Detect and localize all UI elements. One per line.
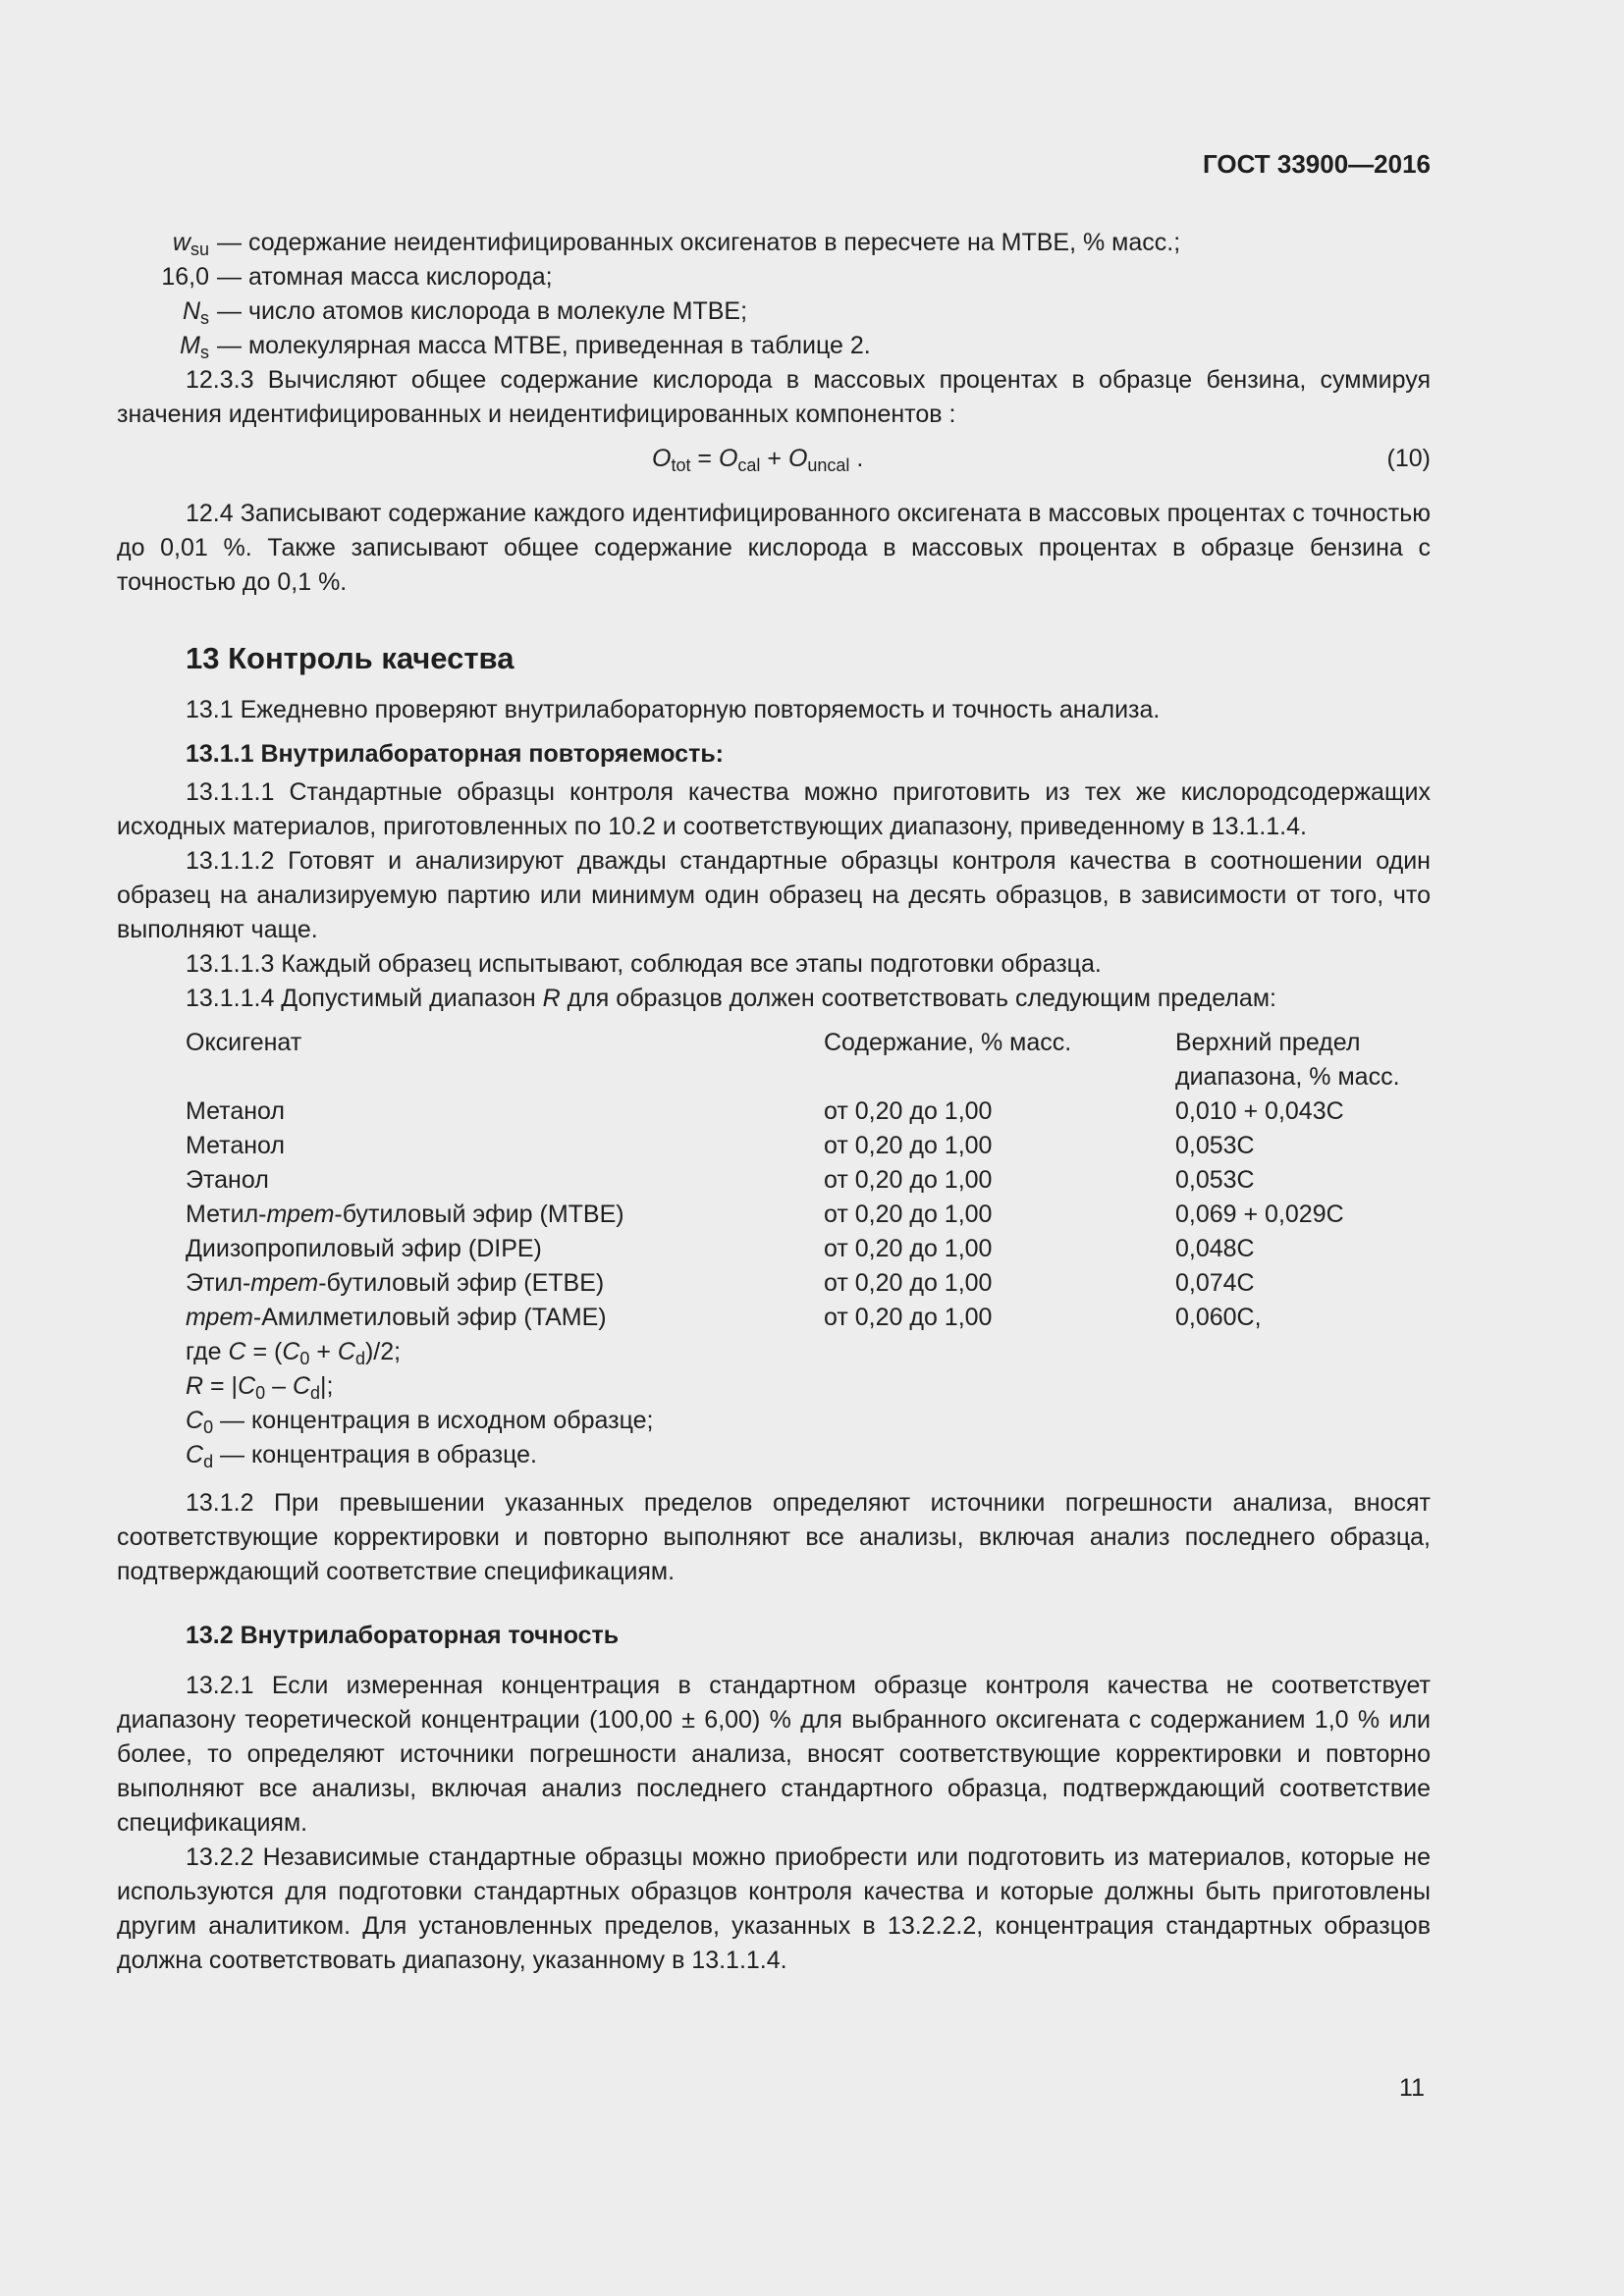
table-row xyxy=(186,1266,1431,1301)
cell-range: от 0,20 до 1,00 xyxy=(824,1304,993,1331)
definition-item xyxy=(117,329,1431,363)
table-body xyxy=(186,1095,1431,1335)
paragraph-13-2-2: 13.2.2 Независимые стандартные образцы можно приобрести или подготовить из материалов, которые не используются для подготовки стандартных образцов контроля качества и которые должны быть приготовлены другим аналитиком. Для установленных пределов, указанных в 13.2.2.2, концентрация стандартных образцов должна соответствовать диапазону, указанному в 13.1.1.4. xyxy=(117,1843,1431,1974)
body-text xyxy=(117,226,1431,1978)
table-row xyxy=(186,1095,1431,1129)
section-title-13: 13 Контроль качества xyxy=(186,641,514,675)
table-row xyxy=(186,1232,1431,1266)
paragraph-13-1-1-1: 13.1.1.1 Стандартные образцы контроля качества можно приготовить из тех же кислородсодержащих исходных материалов, приготовленных по 10.2 и соответствующих диапазону, приведенному в 13.1.1.4. xyxy=(117,778,1431,840)
table-row xyxy=(186,1198,1431,1232)
cell-range: от 0,20 до 1,00 xyxy=(824,1166,993,1194)
where-line-4: $C_d$ — концентрация в образце. xyxy=(186,1441,537,1472)
definition-text: — содержание неидентифицированных оксигенатов в пересчете на МТВЕ, % масс.; xyxy=(217,229,1181,256)
cell-limit: 0,060C, xyxy=(1175,1304,1262,1331)
table-row xyxy=(186,1129,1431,1163)
where-block xyxy=(186,1335,1431,1472)
paragraph-13-2-1: 13.2.1 Если измеренная концентрация в стандартном образце контроля качества не соответствует диапазону теоретической концентрации (100,00 ± 6,00) % для выбранного оксигената с содержанием 1,0 % или более, то определяют источники погрешности анализа, вносят соответствующие корректировки и повторно выполняют все анализы, включая анализ последнего стандартного образца, подтверждающий соответствие спецификациям. xyxy=(117,1672,1431,1837)
definition-text: — молекулярная масса МТВЕ, приведенная в таблице 2. xyxy=(217,332,871,359)
cell-oxygenate: Диизопропиловый эфир (DIPE) xyxy=(186,1235,542,1262)
cell-limit: 0,010 + 0,043C xyxy=(1175,1097,1344,1125)
doc-header: ГОСТ 33900—2016 xyxy=(1203,149,1431,179)
cell-range: от 0,20 до 1,00 xyxy=(824,1132,993,1159)
page-number: 11 xyxy=(1399,2074,1425,2102)
definition-text: — число атомов кислорода в молекуле МТВЕ; xyxy=(217,297,748,325)
header-content: Содержание, % масс. xyxy=(824,1029,1072,1056)
definition-symbol: $M_s$ xyxy=(180,332,209,363)
definition-item xyxy=(117,260,1431,294)
paragraph-13-1-1-2: 13.1.1.2 Готовят и анализируют дважды стандартные образцы контроля качества в соотношении один образец на анализируемую партию или минимум один образец на десять образцов, в зависимости от того, что выполняют чаще. xyxy=(117,847,1431,943)
cell-range: от 0,20 до 1,00 xyxy=(824,1201,993,1228)
definition-symbol: $N_s$ xyxy=(182,297,209,329)
cell-range: от 0,20 до 1,00 xyxy=(824,1235,993,1262)
paragraph-13-1: 13.1 Ежедневно проверяют внутрилабораторную повторяемость и точность анализа. xyxy=(186,696,1161,723)
table-row xyxy=(186,1163,1431,1198)
paragraph-12-4: 12.4 Записывают содержание каждого идентифицированного оксигената в массовых процентах с точностью до 0,01 %. Также записывают общее содержание кислорода в массовых процентах в образце бензина с точностью до 0,1 %. xyxy=(117,500,1431,596)
cell-limit: 0,048C xyxy=(1175,1235,1255,1262)
cell-oxygenate: Метил-трет-бутиловый эфир (МТВЕ) xyxy=(186,1201,624,1228)
cell-limit: 0,053C xyxy=(1175,1132,1255,1159)
definition-text: — атомная масса кислорода; xyxy=(217,263,553,291)
formula-expression: $O_{tot} = O_{cal} + O_{uncal}$ . xyxy=(652,445,864,476)
definition-item xyxy=(117,226,1431,260)
definitions-list xyxy=(117,226,1431,363)
limits-table xyxy=(186,1026,1431,1472)
paragraph-12-3-3: 12.3.3 Вычисляют общее содержание кислорода в массовых процентах в образце бензина, суммируя значения идентифицированных и неидентифицированных компонентов : xyxy=(117,366,1431,428)
cell-range: от 0,20 до 1,00 xyxy=(824,1097,993,1125)
cell-oxygenate: Метанол xyxy=(186,1132,286,1159)
cell-limit: 0,069 + 0,029C xyxy=(1175,1201,1344,1228)
formula-10 xyxy=(117,442,1431,481)
where-line-1: где $C = (C_0 + C_d)/2$; xyxy=(186,1338,402,1369)
table-row xyxy=(186,1301,1431,1335)
definition-item xyxy=(117,294,1431,329)
cell-oxygenate: трет-Амилметиловый эфир (TAME) xyxy=(186,1304,607,1331)
cell-oxygenate: Метанол xyxy=(186,1097,286,1125)
header-oxygenate: Оксигенат xyxy=(186,1029,302,1056)
header-limit: Верхний предел диапазона, % масс. xyxy=(1175,1029,1400,1091)
definition-symbol: $w_{su}$ xyxy=(172,229,209,260)
where-line-2: $R = |C_0 - C_d|$; xyxy=(186,1372,334,1404)
definition-symbol: 16,0 xyxy=(161,263,209,291)
formula-number: (10) xyxy=(1386,445,1431,472)
heading-13-2: 13.2 Внутрилабораторная точность xyxy=(186,1622,620,1649)
paragraph-13-1-1-3: 13.1.1.3 Каждый образец испытывают, соблюдая все этапы подготовки образца. xyxy=(186,950,1102,978)
cell-oxygenate: Этанол xyxy=(186,1166,269,1194)
cell-range: от 0,20 до 1,00 xyxy=(824,1269,993,1297)
cell-limit: 0,074C xyxy=(1175,1269,1255,1297)
paragraph-13-1-2: 13.1.2 При превышении указанных пределов определяют источники погрешности анализа, вносят соответствующие корректировки и повторно выполняют все анализы, включая анализ последнего образца, подтверждающий соответствие спецификациям. xyxy=(117,1489,1431,1585)
table-header xyxy=(186,1026,1431,1095)
heading-13-1-1: 13.1.1 Внутрилабораторная повторяемость: xyxy=(186,740,725,768)
cell-limit: 0,053C xyxy=(1175,1166,1255,1194)
where-line-3: $C_0$ — концентрация в исходном образце; xyxy=(186,1407,654,1438)
cell-oxygenate: Этил-трет-бутиловый эфир (ЕТВЕ) xyxy=(186,1269,605,1297)
paragraph-13-1-1-4: 13.1.1.4 Допустимый диапазон R для образцов должен соответствовать следующим пределам: xyxy=(186,985,1276,1012)
